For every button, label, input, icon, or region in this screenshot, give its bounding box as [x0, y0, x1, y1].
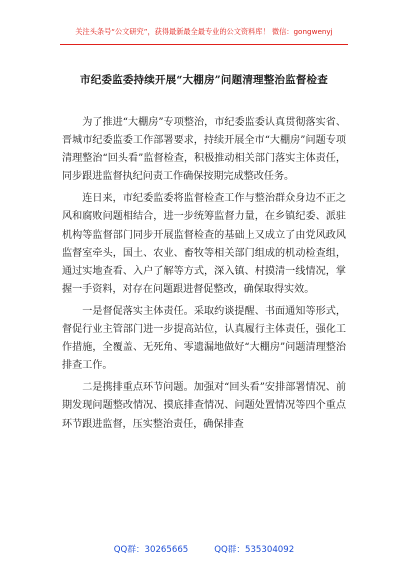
paragraph-point-one: 一是督促落实主体责任。采取约谈提醒、书面通知等形式，督促行业主管部门进一步提高站位，认真履行主体责任，强化工作措施，全覆盖、无死角、零遗漏地做好“大棚房”问题清理整治排查工作。: [62, 305, 346, 372]
header-promo-note: 关注头条号“公文研究”，获得最新最全最专业的公文资料库！ 微信：gongwenyj: [75, 27, 333, 36]
paragraph-recent-work: 连日来，市纪委监委将监督检查工作与整治群众身边不正之风和腐败问题相结合，进一步统筹监督力量，在乡镇纪委、派驻机构等监督部门同步开展监督检查的基础上又成立了由党风政风监督室牵头，国土、农业、畜牧等相关部门组成的机动检查组，通过实地查看、入户了解等方式，深入镇、村摸清一线情况，掌握一手资料，对存在问题跟进督促整改，确保取得实效。: [62, 193, 346, 295]
qq-group-2: QQ群：535304092: [214, 545, 295, 555]
footer-qq-groups: [0, 543, 408, 555]
paragraph-intro: 为了推进“大棚房”专项整治，市纪委监委认真贯彻落实省、晋城市纪委监委工作部署要求，持续开展全市“大棚房”问题专项清理整治“回头看”监督检查，积极推动相关部门落实主体责任，同步跟进监督执纪问责工作确保按期完成整改任务。: [62, 117, 346, 183]
document-title: 市纪委监委持续开展“大棚房”问题清理整治监督检查: [80, 74, 328, 86]
document-body: [62, 114, 346, 434]
header-divider: [60, 44, 348, 45]
paragraph-point-two: 二是携排重点环节问题。加强对“回头看”安排部署情况、前期发现问题整改情况、摸底排查情况、问题处置情况等四个重点环节跟进监督，压实整治责任，确保排查: [62, 382, 346, 430]
qq-group-1: QQ群：30265665: [113, 545, 189, 555]
